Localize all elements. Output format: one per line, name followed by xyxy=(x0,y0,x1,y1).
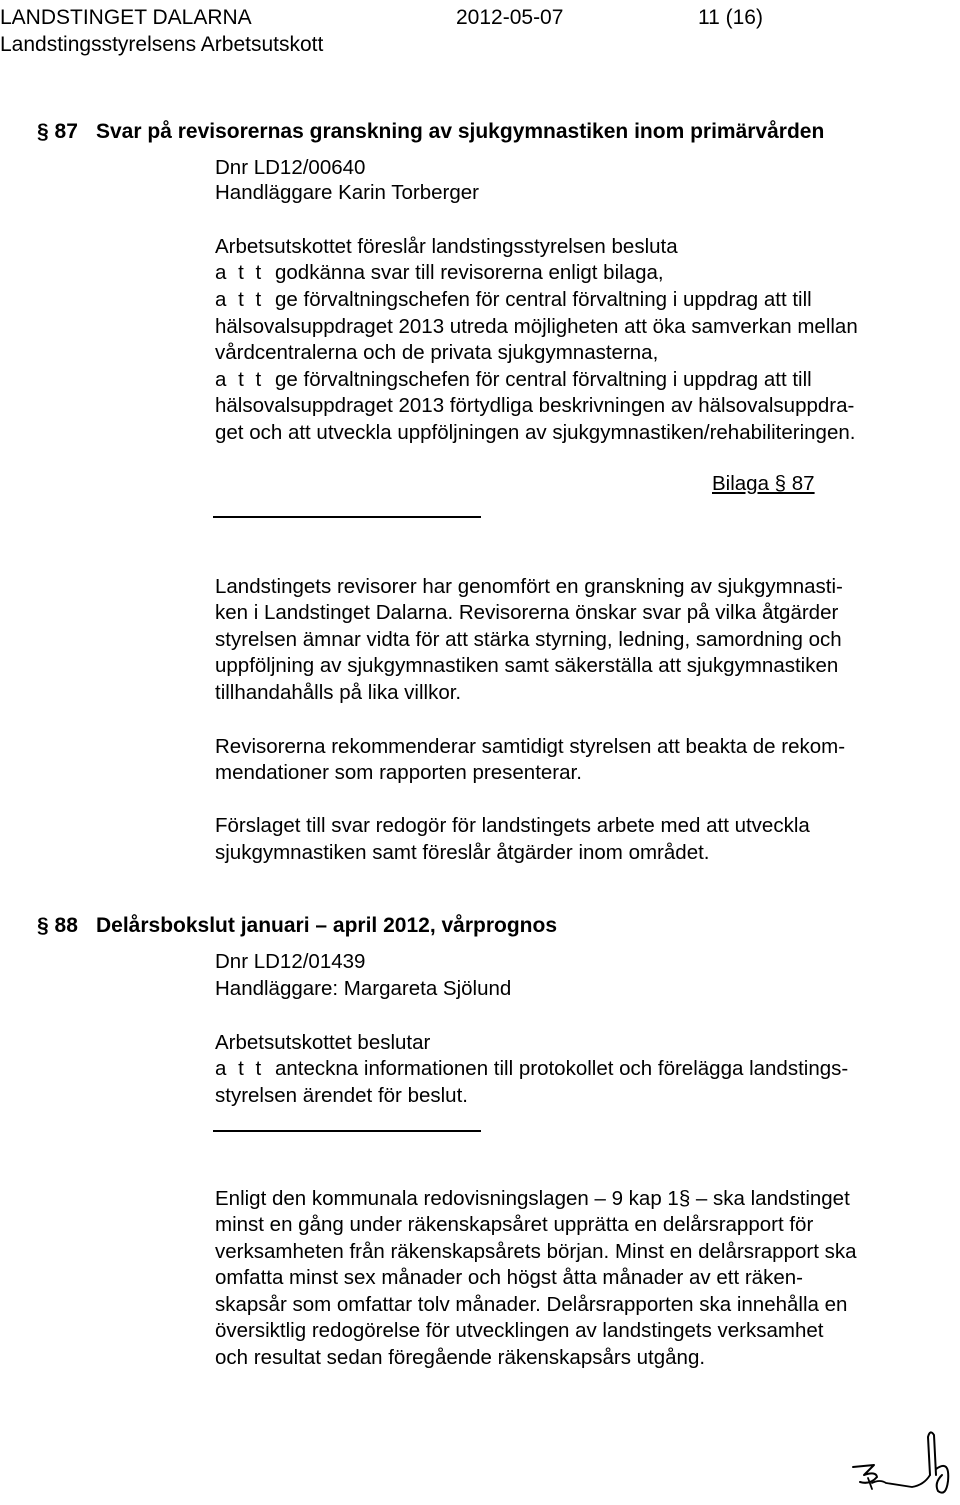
section-87-att-1: a t t xyxy=(215,261,265,284)
section-87-title: Svar på revisorernas granskning av sjukgymnastiken inom primärvården xyxy=(96,120,825,143)
section-87-number: § 87 xyxy=(37,120,78,143)
section-87-line-3: ge förvaltningschefen för central förvaltning i uppdrag att till xyxy=(275,288,812,311)
section-87-para2-line-1: Revisorerna rekommenderar samtidigt styrelsen att beakta de rekom- xyxy=(215,735,846,758)
bilaga-reference[interactable]: Bilaga § 87 xyxy=(712,472,815,495)
section-87-att-3: a t t xyxy=(215,368,265,391)
section-87-para3-line-2: sjukgymnastiken samt föreslår åtgärder inom området. xyxy=(215,841,710,864)
section-88-line-1: anteckna informationen till protokollet och förelägga landstings- xyxy=(275,1057,849,1080)
section-87-line-5: vårdcentralerna och de privata sjukgymnasterna, xyxy=(215,341,659,364)
section-87-line-2: godkänna svar till revisorerna enligt bilaga, xyxy=(275,261,664,284)
section-88-decision: Arbetsutskottet beslutar xyxy=(215,1031,431,1054)
section-87-line-4: hälsovalsuppdraget 2013 utreda möjligheten att öka samverkan mellan xyxy=(215,315,858,338)
section-87-line-6: ge förvaltningschefen för central förvaltning i uppdrag att till xyxy=(275,368,812,391)
section-88-line-2: styrelsen ärendet för beslut. xyxy=(215,1084,468,1107)
section-88-para1-line-1: Enligt den kommunala redovisningslagen – 9 kap 1§ – ska landstinget xyxy=(215,1187,850,1210)
handwritten-initials-signature xyxy=(850,1425,955,1503)
section-88-title: Delårsbokslut januari – april 2012, vårprognos xyxy=(96,914,558,937)
section-88-para1-line-4: omfatta minst sex månader och högst åtta månader av ett räken- xyxy=(215,1266,803,1289)
section-87-dnr: Dnr LD12/00640 xyxy=(215,156,366,179)
section-87-proposal-intro: Arbetsutskottet föreslår landstingsstyrelsen besluta xyxy=(215,235,678,258)
section-88-para1-line-3: verksamheten från räkenskapsårets början. Minst en delårsrapport ska xyxy=(215,1240,857,1263)
section-87-att-2: a t t xyxy=(215,288,265,311)
section-87-line-8: get och att utveckla uppföljningen av sjukgymnastiken/rehabiliteringen. xyxy=(215,421,856,444)
section-88-dnr: Dnr LD12/01439 xyxy=(215,950,366,973)
header-org: LANDSTINGET DALARNA xyxy=(0,6,252,29)
section-87-para3-line-1: Förslaget till svar redogör för landstingets arbete med att utveckla xyxy=(215,814,810,837)
section-87-para1-line-1: Landstingets revisorer har genomfört en granskning av sjukgymnasti- xyxy=(215,575,843,598)
section-87-para1-line-4: uppföljning av sjukgymnastiken samt säkerställa att sjukgymnastiken xyxy=(215,654,839,677)
section-88-para1-line-2: minst en gång under räkenskapsåret upprätta en delårsrapport för xyxy=(215,1213,814,1236)
section-87-para1-line-3: styrelsen ämnar vidta för att stärka styrning, ledning, samordning och xyxy=(215,628,842,651)
header-date: 2012-05-07 xyxy=(456,6,564,29)
section-88-att: a t t xyxy=(215,1057,265,1080)
divider-line xyxy=(213,516,481,518)
section-88-para1-line-6: översiktlig redogörelse för utvecklingen av landstingets verksamhet xyxy=(215,1319,824,1342)
section-87-para2-line-2: mendationer som rapporten presenterar. xyxy=(215,761,582,784)
header-page-number: 11 (16) xyxy=(698,6,763,29)
header-unit: Landstingsstyrelsens Arbetsutskott xyxy=(0,33,324,56)
section-88-para1-line-5: skapsår som omfattar tolv månader. Delårsrapporten ska innehålla en xyxy=(215,1293,848,1316)
section-88-handler: Handläggare: Margareta Sjölund xyxy=(215,977,512,1000)
section-88-para1-line-7: och resultat sedan föregående räkenskapsårs utgång. xyxy=(215,1346,706,1369)
section-87-para1-line-2: ken i Landstinget Dalarna. Revisorerna önskar svar på vilka åtgärder xyxy=(215,601,839,624)
section-87-line-7: hälsovalsuppdraget 2013 förtydliga beskrivningen av hälsovalsuppdra- xyxy=(215,394,855,417)
section-87-handler: Handläggare Karin Torberger xyxy=(215,181,480,204)
section-88-number: § 88 xyxy=(37,914,78,937)
section-87-para1-line-5: tillhandahålls på lika villkor. xyxy=(215,681,462,704)
divider-line-2 xyxy=(213,1130,481,1132)
